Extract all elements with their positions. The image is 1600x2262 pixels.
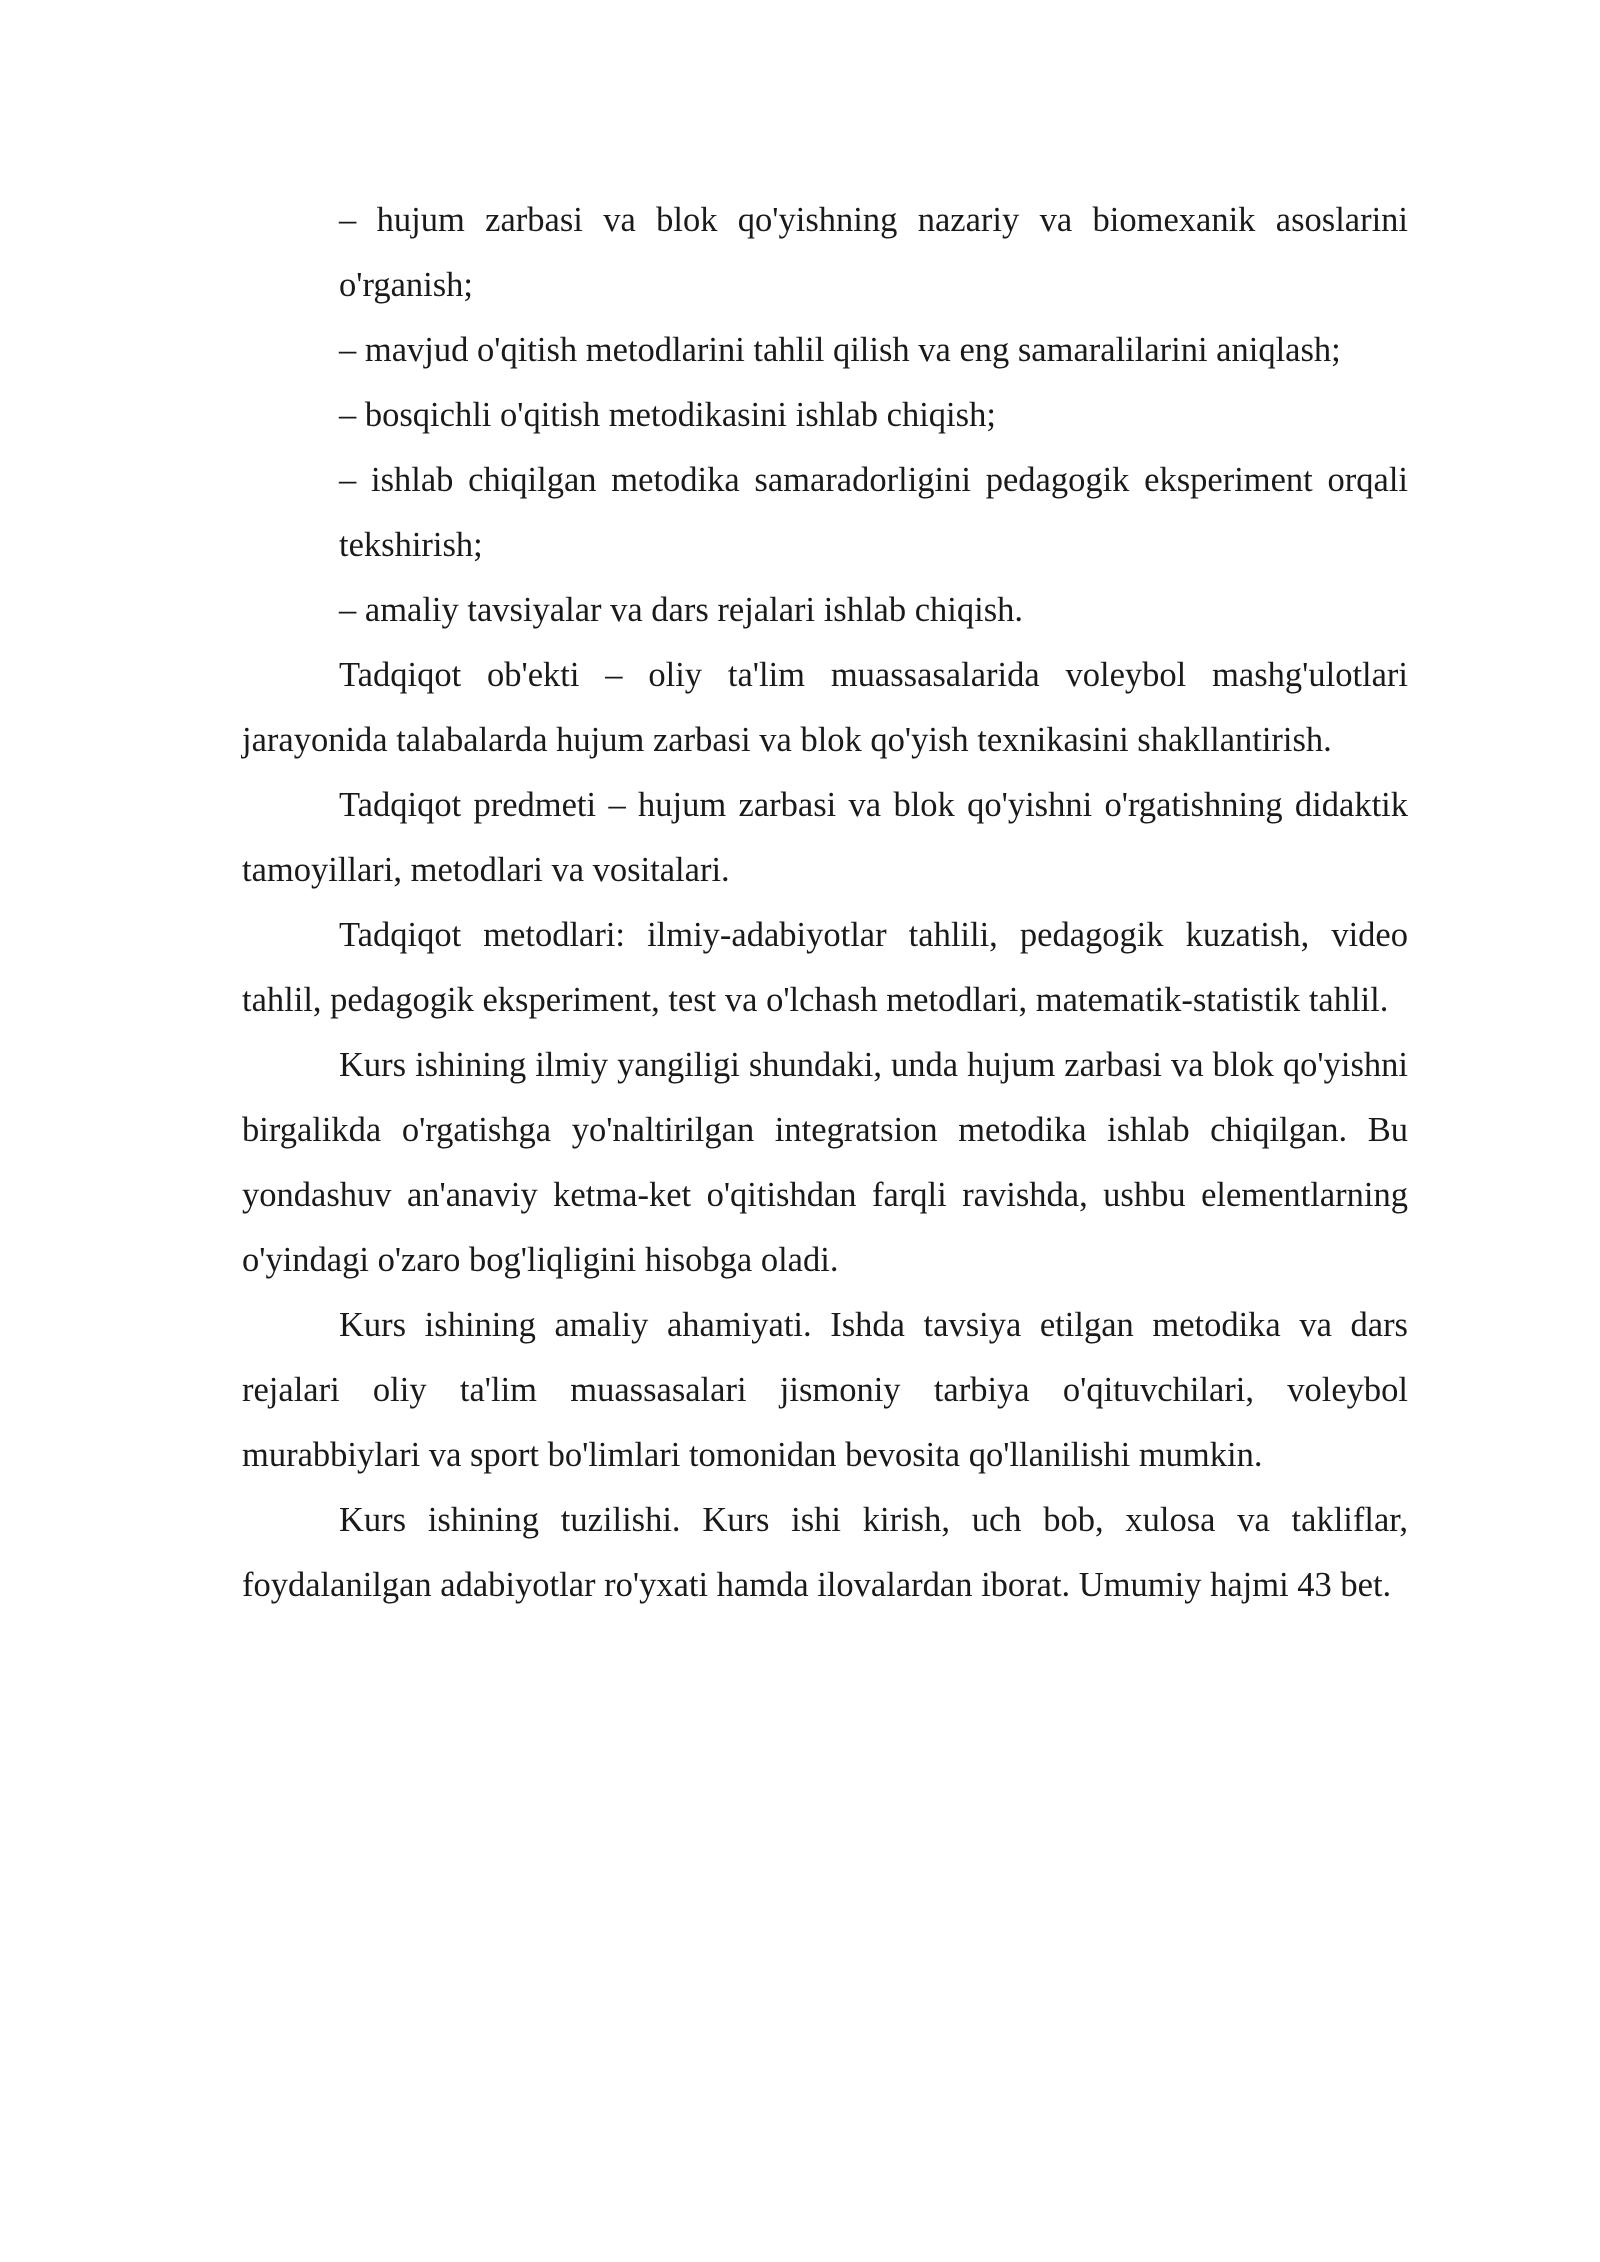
list-item: – hujum zarbasi va blok qo'yishning nazariy va biomexanik asoslarini o'rganish; [339, 201, 1408, 304]
practical-significance-paragraph: Kurs ishining amaliy ahamiyati. Ishda tavsiya etilgan metodika va dars rejalari oliy ta'lim muassasalari jismoniy tarbiya o'qituvchilari, voleybol murabbiylari va sport bo'limlari tomonidan bevosita qo'llanilishi mumkin. [242, 1306, 1408, 1474]
list-item: – amaliy tavsiyalar va dars rejalari ishlab chiqish. [339, 591, 1024, 629]
list-item: – ishlab chiqilgan metodika samaradorligini pedagogik eksperiment orqali tekshirish; [339, 461, 1408, 564]
research-methods-paragraph: Tadqiqot metodlari: ilmiy-adabiyotlar tahlili, pedagogik kuzatish, video tahlil, pedagogik eksperiment, test va o'lchash metodlari, matematik-statistik tahlil. [242, 916, 1408, 1019]
list-item: – mavjud o'qitish metodlarini tahlil qilish va eng samaralilarini aniqlash; [339, 331, 1341, 369]
scientific-novelty-paragraph: Kurs ishining ilmiy yangiligi shundaki, unda hujum zarbasi va blok qo'yishni birgalikda o'rgatishga yo'naltirilgan integratsion metodika ishlab chiqilgan. Bu yondashuv an'anaviy ketma-ket o'qitishdan farqli ravishda, ushbu elementlarning o'yindagi o'zaro bog'liqligini hisobga oladi. [242, 1046, 1408, 1279]
list-item: – bosqichli o'qitish metodikasini ishlab chiqish; [339, 396, 996, 434]
objectives-list [242, 188, 1408, 643]
document-page [242, 188, 1408, 1618]
research-subject-paragraph: Tadqiqot predmeti – hujum zarbasi va blok qo'yishni o'rgatishning didaktik tamoyillari, metodlari va vositalari. [242, 786, 1408, 889]
work-structure-paragraph: Kurs ishining tuzilishi. Kurs ishi kirish, uch bob, xulosa va takliflar, foydalanilgan adabiyotlar ro'yxati hamda ilovalardan iborat. Umumiy hajmi 43 bet. [242, 1501, 1408, 1604]
research-object-paragraph: Tadqiqot ob'ekti – oliy ta'lim muassasalarida voleybol mashg'ulotlari jarayonida talabalarda hujum zarbasi va blok qo'yish texnikasini shakllantirish. [242, 656, 1408, 759]
